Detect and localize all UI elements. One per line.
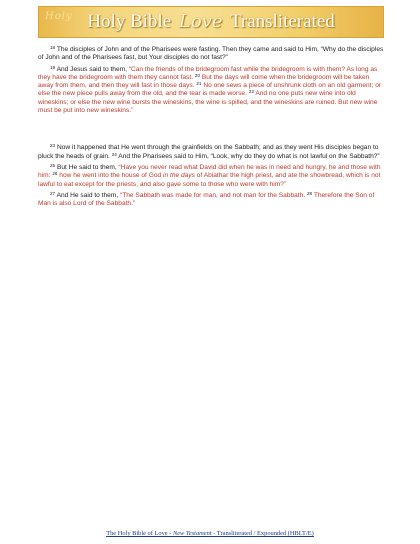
footer-italic: New Testament [172,530,212,537]
header-banner [38,6,384,38]
paragraph-23-24 [38,144,384,161]
verse-intro: And Jesus said to them, [56,65,129,73]
paragraph-18 [38,46,384,63]
red-letter-text: Therefore the Son of Man is also Lord of the Sabbath.” [38,191,375,208]
verse-number: 19 [50,64,56,70]
verse-number: 22 [248,89,254,95]
red-letter-text: “Have you never read what David did when he was in need and hungry, he and those with him: [38,163,381,180]
footer-link[interactable] [106,530,314,537]
verse-number: 20 [194,72,201,78]
red-letter-text: of Abiathar the high priest, and ate the showbread, which is not lawful to eat except for the priests, and also gave some to those who were with him?” [38,172,381,188]
banner-title [87,11,335,33]
verse-text: And the Pharisees said to Him, “Look, why do they do what is not lawful on the Sabbath?” [118,152,380,160]
verse-number: 23 [50,143,56,149]
footer-pre: The Holy Bible of Love - [106,530,173,537]
verse-number: 26 [52,171,58,177]
verse-text: Now it happened that He went through the grainfields on the Sabbath; and as they went His disciples began to pluck the heads of grain. [38,144,379,160]
scripture-text [38,46,384,211]
page-footer [0,530,420,537]
banner-title-love: Love [178,11,223,32]
verse-number: 28 [306,190,313,196]
verse-number: 21 [196,81,202,87]
red-letter-text: “Can the friends of the bridegroom fast while the bridegroom is with them? As long as they have the bridegroom with them they cannot fast. [38,65,378,81]
footer-post: - Transliterated / Expounded (HBLT/E) [211,530,314,537]
red-letter-text: And no one puts new wine into old wineskins; or else the new wine bursts the wineskins, the wine is spilled, and the wineskins are ruined. But new wine must be put into new wineskins.” [38,90,378,115]
red-letter-text: No one sews a piece of unshrunk cloth on an old garment; or else the new piece pulls away from the old, and the tear is made worse. [38,82,382,98]
verse-number: 18 [50,45,56,50]
paragraph-27-28 [38,192,384,209]
red-letter-text: “The Sabbath was made for man, and not man for the Sabbath. [120,191,306,199]
verse-text: The disciples of John and of the Pharisees were fasting. Then they came and said to Him, “Why do the disciples of John and of the Pharisees fast, but Your disciples do not fast?” [38,46,384,62]
verse-number: 24 [111,151,117,157]
verse-intro: And He said to them, [56,191,121,199]
banner-decoration: Holy [45,11,73,22]
verse-intro: But He said to them, [56,163,119,171]
red-letter-text: But the days will come when the bridegroom will be taken away from them, and then they will fast in those days. [38,73,370,90]
paragraph-19-22 [38,66,384,116]
verse-number: 27 [50,190,56,196]
paragraph-25-26 [38,164,384,189]
section-gap [38,118,384,144]
red-letter-italic: in the days [163,172,195,180]
banner-title-right: Transliterated [229,11,335,32]
banner-title-left: Holy Bible [87,11,172,32]
verse-number: 25 [50,162,56,168]
red-letter-text: how he went into the house of God [59,172,164,180]
